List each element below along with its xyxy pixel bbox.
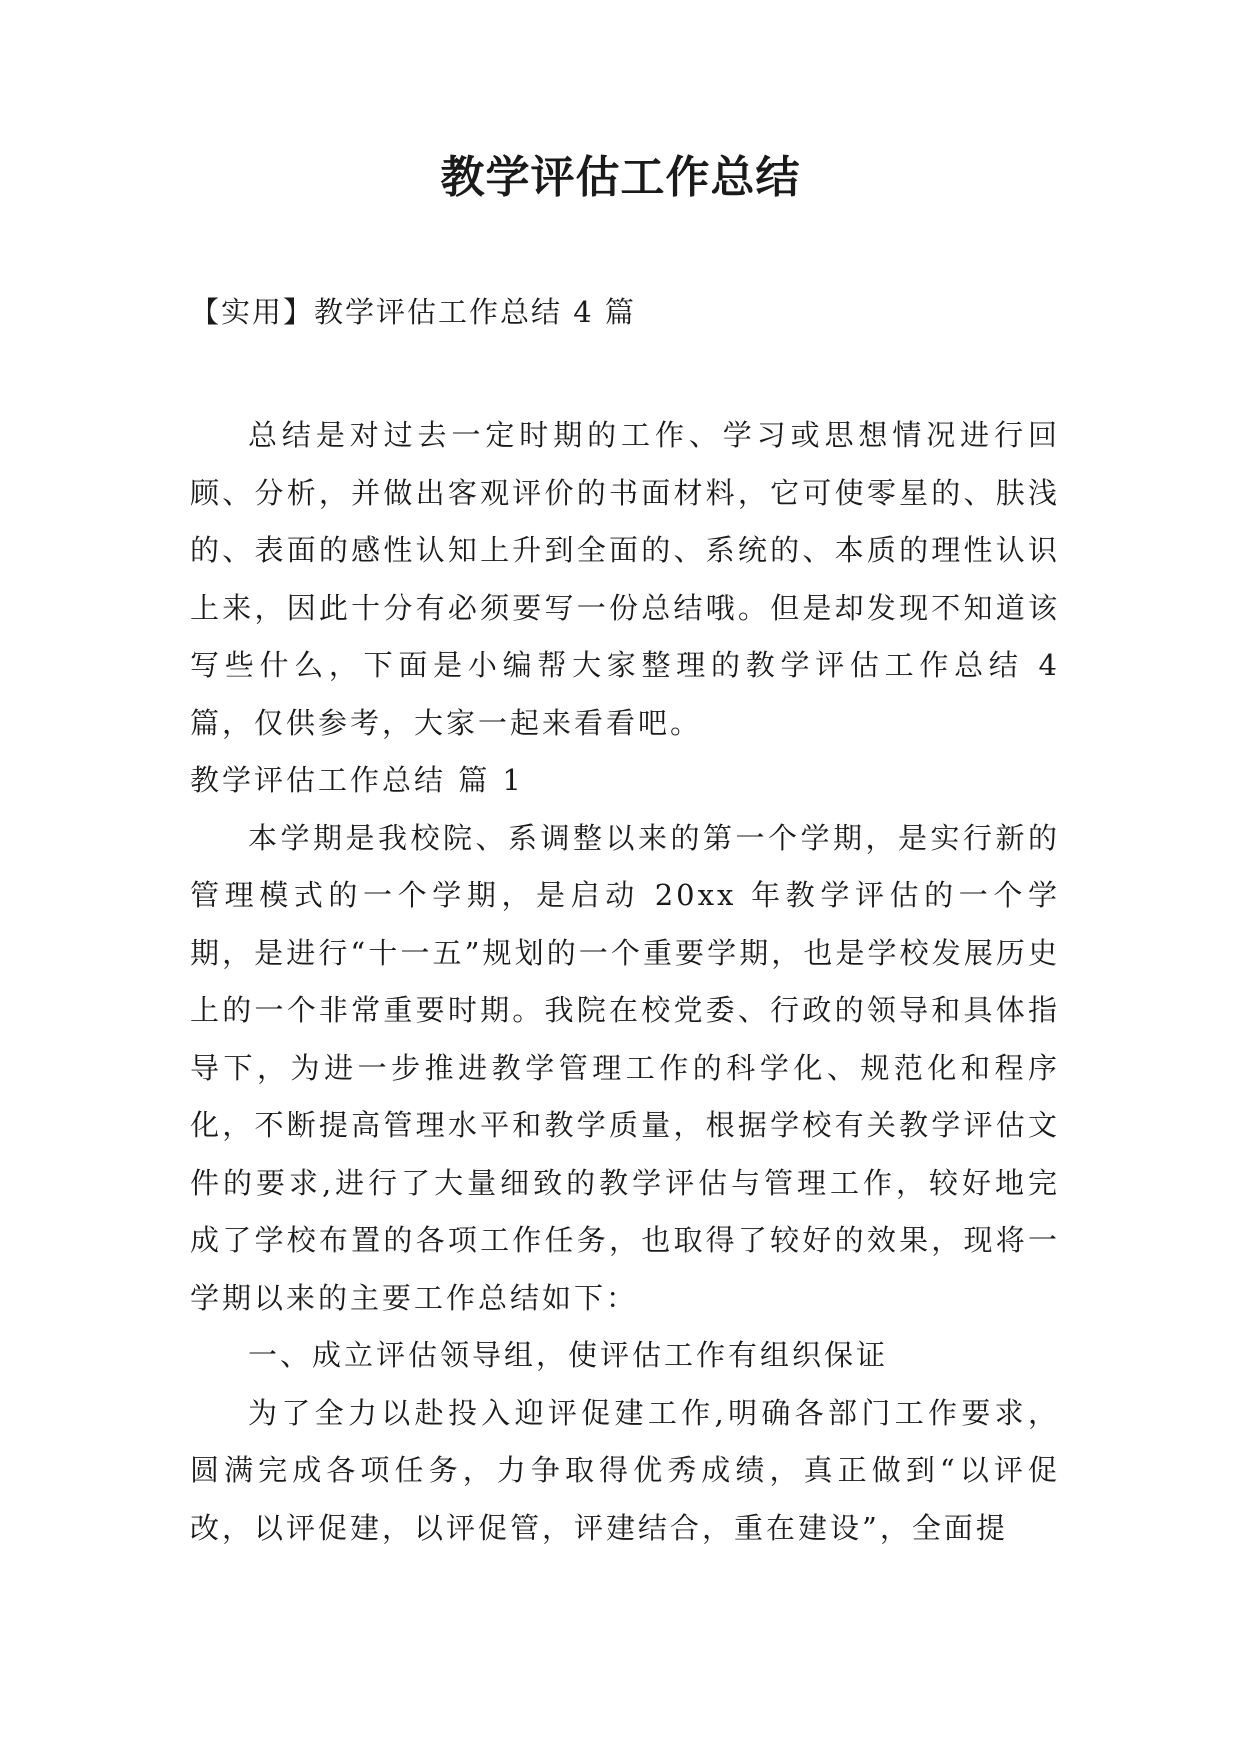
subsection-heading: 一、成立评估领导组，使评估工作有组织保证 xyxy=(248,1338,889,1372)
body-paragraph: 本学期是我校院、系调整以来的第一个学期，是实行新的管理模式的一个学期，是启动 20xx 年教学评估的一个学期，是进行“十一五”规划的一个重要学期，也是学校发展历史上的一个非常重要时期。我院在校党委、行政的领导和具体指导下，为进一步推进教学管理工作的科学化、规范化和程序化，不断提高管理水平和教学质量，根据学校有关教学评估文件的要求,进行了大量细致的教学评估与管理工作，较好地完成了学校布置的各项工作任务，也取得了较好的效果，现将一学期以来的主要工作总结如下： xyxy=(190,820,1060,1315)
body-paragraph: 为了全力以赴投入迎评促建工作,明确各部门工作要求，圆满完成各项任务，力争取得优秀成绩，真正做到“以评促改，以评促建，以评促管，评建结合，重在建设”，全面提 xyxy=(190,1395,1060,1545)
document-body xyxy=(190,407,1060,1557)
document-title: 教学评估工作总结 xyxy=(440,152,801,203)
document-subtitle: 【实用】教学评估工作总结 4 篇 xyxy=(190,295,636,329)
section-heading-part-1: 教学评估工作总结 篇 1 xyxy=(190,763,524,797)
intro-paragraph: 总结是对过去一定时期的工作、学习或思想情况进行回顾、分析，并做出客观评价的书面材料，它可使零星的、肤浅的、表面的感性认知上升到全面的、系统的、本质的理性认识上来，因此十分有必须要写一份总结哦。但是却发现不知道该写些什么，下面是小编帮大家整理的教学评估工作总结 4 篇，仅供参考，大家一起来看看吧。 xyxy=(190,418,1060,740)
